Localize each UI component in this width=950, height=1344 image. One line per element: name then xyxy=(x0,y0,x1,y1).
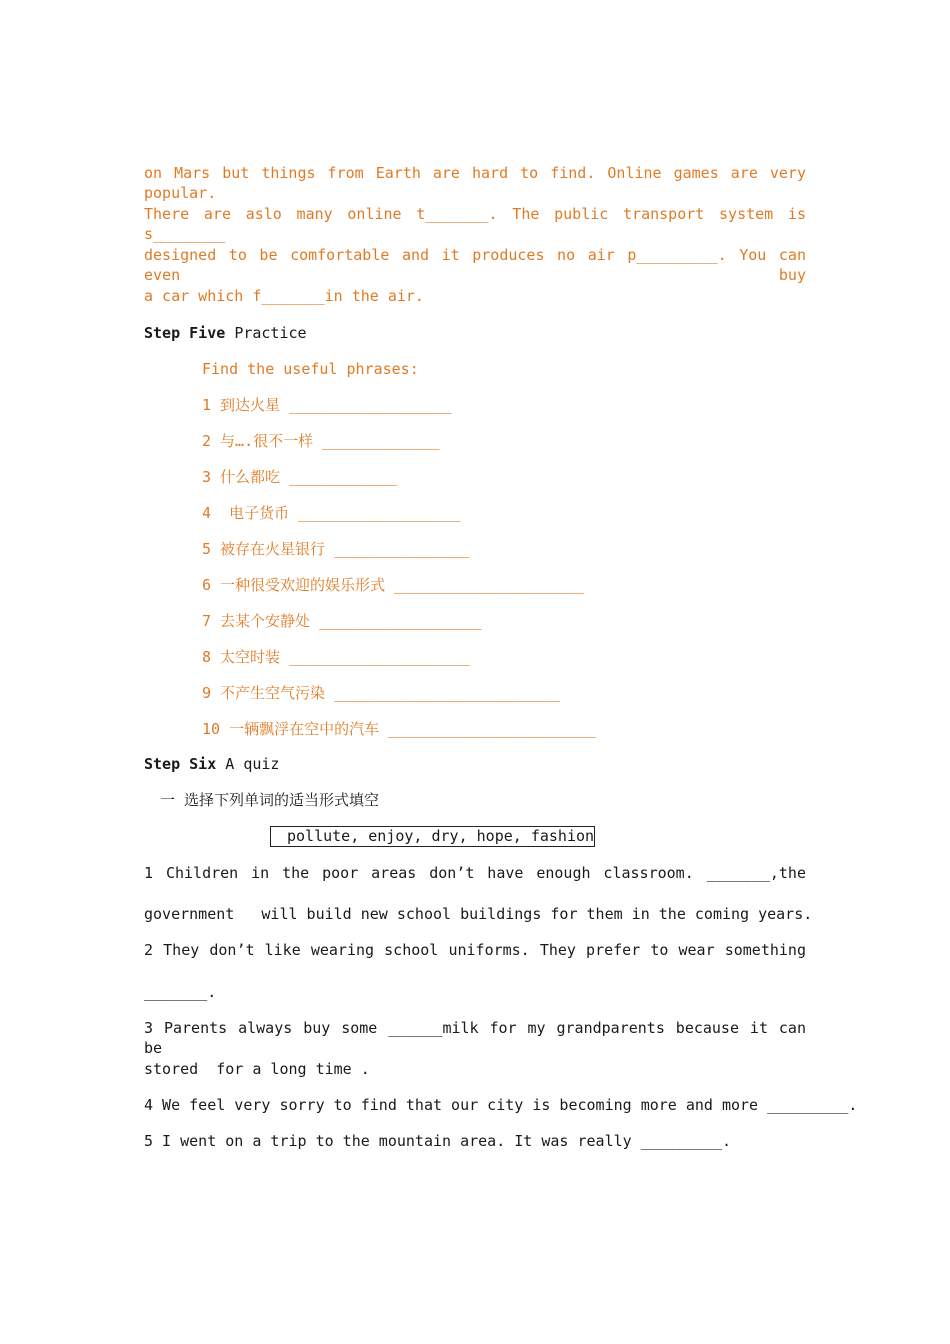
phrase-item-7: 7 去某个安静处 __________________ xyxy=(202,612,482,630)
passage-line-3: designed to be comfortable and it produces no air p_________. You can even buy xyxy=(144,246,806,284)
step-six-heading xyxy=(144,754,806,774)
phrase-item-8: 8 太空时装 ____________________ xyxy=(202,648,470,666)
word-box: pollute, enjoy, dry, hope, fashion xyxy=(270,826,595,847)
step-six-label: Step Six xyxy=(144,755,217,773)
question-1-line-2: government will build new school buildings for them in the coming years. xyxy=(144,905,813,923)
quiz-section-title: 一 选择下列单词的适当形式填空 xyxy=(160,791,380,809)
question-4: 4 We feel very sorry to find that our city is becoming more and more _________. xyxy=(144,1096,858,1114)
phrase-item-2: 2 与….很不一样 _____________ xyxy=(202,432,440,450)
passage-line-2: There are aslo many online t_______. The public transport system is s________ xyxy=(144,205,806,243)
question-2-line-1: 2 They don’t like wearing school uniforms. They prefer to wear something xyxy=(144,941,806,959)
question-3-line-2: stored for a long time . xyxy=(144,1060,370,1078)
step-five-title: Practice xyxy=(234,324,307,342)
question-2-line-2: _______. xyxy=(144,983,217,1001)
passage-line-4: a car which f_______in the air. xyxy=(144,287,424,305)
phrase-item-5: 5 被存在火星银行 _______________ xyxy=(202,540,470,558)
phrase-item-1: 1 到达火星 __________________ xyxy=(202,396,452,414)
question-1-line-1: 1 Children in the poor areas don’t have enough classroom. _______,the xyxy=(144,864,806,882)
step-five-heading xyxy=(144,323,806,343)
phrase-item-10: 10 一辆飘浮在空中的汽车 _______________________ xyxy=(202,720,596,738)
phrase-item-9: 9 不产生空气污染 _________________________ xyxy=(202,684,560,702)
passage-line-1: on Mars but things from Earth are hard to find. Online games are very popular. xyxy=(144,164,806,202)
phrase-item-3: 3 什么都吃 ____________ xyxy=(202,468,398,486)
step-six-title: A quiz xyxy=(225,755,280,773)
step-five-instruction: Find the useful phrases: xyxy=(202,360,419,378)
question-3-line-1: 3 Parents always buy some ______milk for my grandparents because it can be xyxy=(144,1019,806,1057)
phrase-item-4: 4 电子货币 __________________ xyxy=(202,504,461,522)
phrase-item-6: 6 一种很受欢迎的娱乐形式 _____________________ xyxy=(202,576,584,594)
step-five-label: Step Five xyxy=(144,324,226,342)
question-5: 5 I went on a trip to the mountain area. It was really _________. xyxy=(144,1132,731,1150)
